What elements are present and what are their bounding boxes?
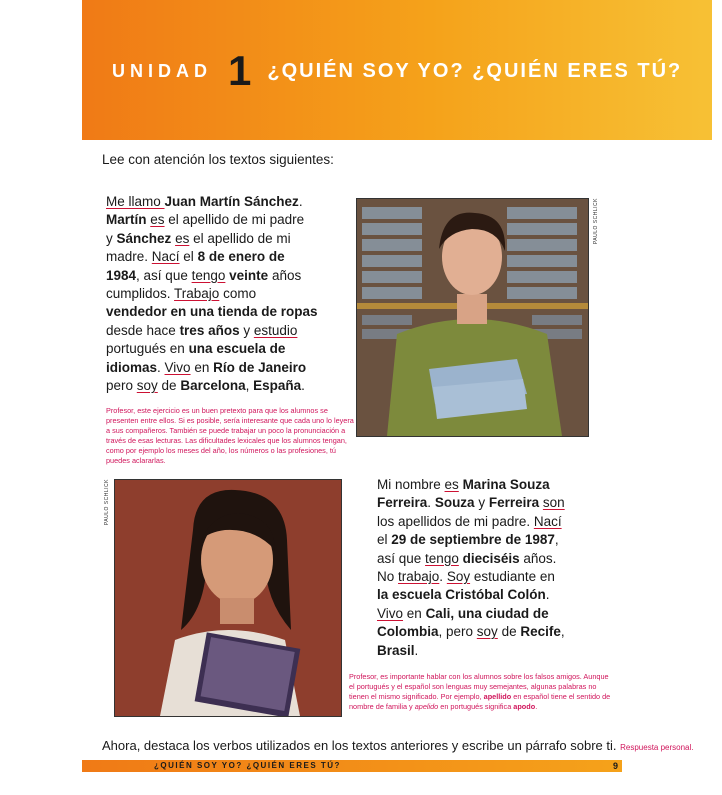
verb-fragment: son [542, 495, 565, 511]
verb-fragment: Soy [446, 569, 471, 585]
text-fragment: en español tiene el sentido de nombre de familia y [349, 692, 611, 711]
text-line [377, 586, 627, 604]
text-fragment: de [157, 378, 181, 394]
text-fragment: Profesor, es importante hablar con los alumnos sobre los falsos amigos. Aunque el portugués y el español son lenguas muy semejantes, algunas palabras no tienen el mismo significado. Por ejemplo, [349, 672, 609, 701]
footer-title: ¿QUIÉN SOY YO? ¿QUIÉN ERES TÚ? [154, 761, 341, 770]
text-fragment: en [190, 359, 214, 375]
text-fragment: . [298, 194, 303, 209]
page-number: 9 [612, 761, 618, 771]
text-fragment: . [414, 642, 419, 658]
bold-fragment: dieciséis [462, 550, 520, 566]
bold-fragment: Sánchez [116, 230, 172, 246]
text-fragment: . [535, 702, 538, 711]
text-line [377, 550, 627, 568]
bold-fragment: Cali, una ciudad de [425, 605, 549, 621]
text-fragment: estudiante en [470, 569, 555, 585]
text-fragment: así que [377, 550, 426, 566]
page-edge-right [712, 0, 722, 795]
photo-credit-1: PAULO SCHLICK [593, 198, 599, 245]
text-fragment: y [474, 495, 489, 511]
bold-fragment: apodo [513, 702, 536, 711]
photo-young-man [356, 198, 589, 437]
text-fragment: . [157, 359, 165, 375]
young-woman-illustration [115, 480, 341, 716]
bold-fragment: Barcelona [180, 378, 246, 394]
text-fragment: , [554, 532, 559, 548]
text-line [106, 303, 326, 321]
text-fragment: , [245, 378, 254, 394]
teacher-note-2 [349, 672, 614, 712]
text-fragment: el apellido de mi [189, 230, 291, 246]
text-fragment: , así que [136, 267, 192, 283]
bold-fragment: 8 de enero de [197, 249, 285, 265]
teacher-note-1: Profesor, este ejercicio es un buen pretexto para que los alumnos se presenten entre ellos. Si es posible, sería interesante que cada uno lo leyera a sus compañeros. También se puede trabajar un poco la pronunciación a través de esas lecturas. Las dificultades lexicales que los alumnos tengan, como por ejemplo los meses del año, los números o las profesiones, tú puedes aclararlas. [106, 406, 354, 465]
text-line [106, 230, 326, 248]
bold-fragment: veinte [229, 267, 269, 283]
text-line [106, 267, 326, 285]
text-fragment: . [427, 495, 435, 511]
photo-young-woman [114, 479, 342, 717]
bold-fragment: Río de Janeiro [213, 359, 307, 375]
text-juan-martin [106, 193, 326, 395]
text-fragment: . [545, 587, 550, 603]
text-line [106, 359, 326, 377]
answer-hint: Respuesta personal. [620, 743, 694, 752]
text-line [377, 494, 627, 512]
text-fragment: el [179, 249, 198, 265]
bold-fragment: una escuela de [188, 341, 286, 357]
verb-fragment: Nací [533, 513, 562, 529]
text-fragment: No [377, 569, 399, 585]
text-line [377, 531, 627, 549]
bold-fragment: 29 de septiembre de 1987 [391, 532, 555, 548]
bold-fragment: la escuela Cristóbal Colón [377, 587, 546, 603]
text-fragment: años. [519, 550, 557, 566]
textbook-page [74, 0, 714, 795]
verb-fragment: tengo [191, 267, 226, 283]
bold-fragment: Juan Martín Sánchez [164, 194, 299, 209]
text-fragment: años [268, 267, 302, 283]
page-edge-left [0, 0, 74, 795]
intro-instruction: Lee con atención los textos siguientes: [102, 152, 334, 167]
text-fragment: desde hace [106, 322, 180, 338]
text-line [106, 340, 326, 358]
verb-fragment: trabajo [398, 569, 440, 585]
text-fragment: pero [106, 378, 137, 394]
unit-number: 1 [228, 47, 252, 94]
text-fragment: de [497, 624, 521, 640]
bold-fragment: España [253, 378, 302, 394]
verb-fragment: es [444, 477, 459, 492]
bold-fragment: Marina Souza [462, 477, 550, 492]
verb-fragment: Vivo [377, 605, 404, 621]
text-marina-souza [377, 476, 627, 660]
bold-fragment: tres años [179, 322, 240, 338]
final-instruction-text: Ahora, destaca los verbos utilizados en los textos anteriores y escribe un párrafo sobre ti. [102, 738, 617, 753]
unit-title: ¿QUIÉN SOY YO? ¿QUIÉN ERES TÚ? [267, 59, 683, 82]
text-fragment: Mi nombre [377, 477, 445, 492]
text-fragment: y [106, 230, 117, 246]
final-instruction [102, 738, 702, 753]
verb-fragment: Vivo [164, 359, 191, 375]
bold-fragment: Ferreira [377, 495, 428, 511]
text-fragment: . [439, 569, 447, 585]
bold-fragment: Colombia [377, 624, 439, 640]
text-line [106, 377, 326, 395]
young-man-illustration [357, 199, 588, 436]
text-fragment: y [239, 322, 254, 338]
bold-fragment: Souza [434, 495, 475, 511]
text-line [106, 211, 326, 229]
text-line [377, 513, 627, 531]
bold-fragment: apellido [483, 692, 512, 701]
verb-fragment: soy [476, 624, 498, 640]
text-line [377, 623, 627, 641]
verb-fragment: estudio [253, 322, 298, 338]
text-line [106, 193, 326, 211]
text-fragment: , [560, 624, 565, 640]
bold-fragment: Martín [106, 212, 147, 228]
text-line [377, 568, 627, 586]
text-fragment: apelido [414, 702, 439, 711]
text-line [377, 605, 627, 623]
text-line [377, 476, 627, 494]
bold-fragment: Recife [520, 624, 561, 640]
verb-fragment: es [175, 230, 190, 246]
photo-credit-2: PAULO SCHLICK [104, 479, 110, 526]
text-fragment: los apellidos de mi padre. [377, 513, 534, 529]
bold-fragment: 1984 [106, 267, 137, 283]
text-fragment: el [377, 532, 392, 548]
bold-fragment: Ferreira [488, 495, 540, 511]
banner-title [112, 46, 682, 96]
text-fragment: cumplidos. [106, 286, 175, 302]
unit-banner [82, 0, 714, 140]
bold-fragment: idiomas [106, 359, 158, 375]
text-line [106, 322, 326, 340]
text-line [106, 285, 326, 303]
verb-fragment: tengo [425, 550, 459, 566]
text-fragment: como [219, 286, 257, 302]
text-fragment: el apellido de mi padre [164, 212, 305, 228]
verb-fragment: es [150, 212, 165, 228]
text-fragment: portugués en [106, 341, 189, 357]
unit-label: UNIDAD [112, 60, 212, 81]
text-fragment: en [403, 605, 426, 621]
text-fragment: en portugués significa [438, 702, 514, 711]
bold-fragment: Brasil [377, 642, 415, 658]
verb-fragment: Nací [151, 249, 180, 265]
text-fragment: . [301, 378, 305, 394]
page-number-box [584, 760, 622, 772]
text-line [106, 248, 326, 266]
verb-fragment: soy [136, 378, 158, 394]
verb-fragment: Trabajo [174, 286, 220, 302]
verb-fragment: Me llamo [106, 194, 165, 209]
text-fragment: , pero [438, 624, 477, 640]
text-fragment: madre. [106, 249, 152, 265]
bold-fragment: vendedor en una tienda de ropas [106, 304, 318, 320]
text-line [377, 642, 627, 660]
